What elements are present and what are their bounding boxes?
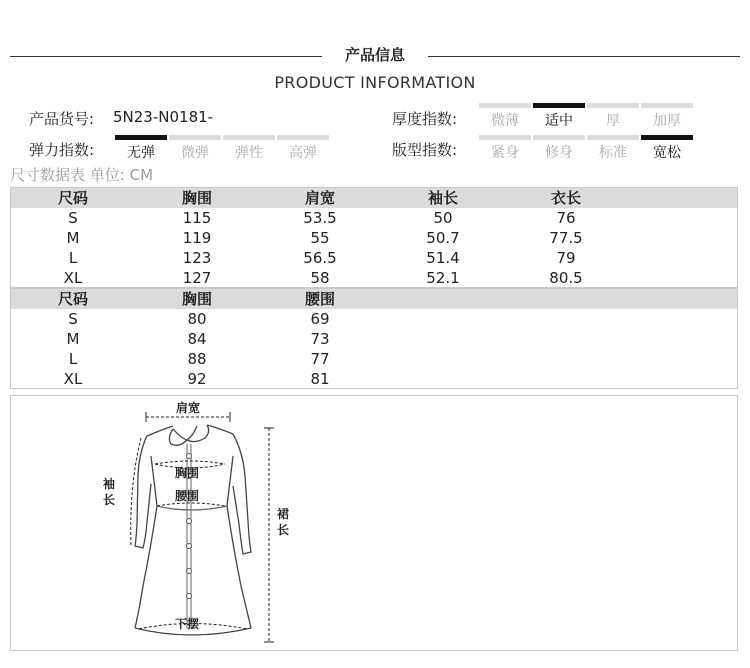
- table-cell: 81: [310, 370, 330, 388]
- table-cell: 52.1: [426, 269, 460, 287]
- table-cell: 119: [182, 229, 212, 247]
- table-cell: S: [68, 209, 78, 227]
- section-subtitle: PRODUCT INFORMATION: [274, 73, 476, 92]
- header-waist: 腰围: [304, 290, 335, 308]
- table-cell: 51.4: [426, 249, 460, 267]
- size-table-bottom: [10, 288, 738, 389]
- header-rule-right: [428, 56, 740, 57]
- table-cell: 115: [182, 209, 212, 227]
- table-cell: 80.5: [549, 269, 583, 287]
- header-rule-left: [10, 56, 322, 57]
- table-row: [11, 369, 737, 389]
- elasticity-option-slight: 微弹: [169, 135, 221, 163]
- table-cell: 69: [310, 310, 330, 328]
- table-row: [11, 349, 737, 369]
- sleeve-length-label: 袖长: [103, 477, 116, 507]
- dress-illustration: [11, 396, 737, 650]
- table-cell: 50: [433, 209, 453, 227]
- dress-length-label: 裙长: [277, 507, 290, 537]
- table-cell: S: [68, 310, 78, 328]
- table-cell: 77.5: [549, 229, 583, 247]
- size-table-caption: 尺寸数据表 单位: CM: [10, 166, 154, 184]
- table-cell: M: [66, 330, 80, 348]
- table-cell: 77: [310, 350, 330, 368]
- header-length: 衣长: [550, 189, 581, 207]
- fit-option-standard: 标准: [587, 135, 639, 163]
- fit-option-loose: 宽松: [641, 135, 693, 163]
- table-cell: 76: [556, 209, 576, 227]
- table-cell: 73: [310, 330, 330, 348]
- table-cell: 79: [556, 249, 576, 267]
- sku-value: 5N23-N0181-: [113, 108, 214, 126]
- button-icon: [187, 454, 192, 459]
- button-icon: [187, 594, 192, 599]
- elasticity-label: 弹力指数:: [29, 141, 95, 159]
- table-cell: 123: [182, 249, 212, 267]
- header-size: 尺码: [57, 189, 88, 207]
- waist-label: 腰围: [174, 489, 200, 503]
- thickness-option-medium: 适中: [533, 103, 585, 131]
- table-cell: XL: [63, 370, 83, 388]
- header-size: 尺码: [57, 290, 88, 308]
- hem-label: 下摆: [174, 617, 200, 631]
- thickness-label: 厚度指数:: [392, 110, 458, 128]
- fit-option-slim: 修身: [533, 135, 585, 163]
- table-header-row: [11, 188, 737, 208]
- table-row: [11, 268, 737, 288]
- header-sleeve: 袖长: [427, 189, 458, 207]
- chest-label: 胸围: [174, 466, 200, 480]
- header-shoulder: 肩宽: [304, 189, 335, 207]
- header-chest: 胸围: [181, 290, 212, 308]
- table-cell: XL: [63, 269, 83, 287]
- table-header-row: [11, 289, 737, 309]
- fit-label: 版型指数:: [392, 141, 458, 159]
- thickness-option-thick: 厚: [587, 103, 639, 131]
- table-cell: 56.5: [303, 249, 337, 267]
- table-cell: L: [68, 350, 78, 368]
- table-cell: L: [68, 249, 78, 267]
- table-cell: 127: [182, 269, 212, 287]
- button-icon: [187, 569, 192, 574]
- table-row: [11, 228, 737, 248]
- button-icon: [187, 544, 192, 549]
- elasticity-option-elastic: 弹性: [223, 135, 275, 163]
- table-cell: 92: [187, 370, 207, 388]
- button-icon: [187, 519, 192, 524]
- section-title: 产品信息: [344, 46, 405, 64]
- table-cell: 50.7: [426, 229, 460, 247]
- table-cell: 55: [310, 229, 330, 247]
- table-row: [11, 309, 737, 329]
- measurement-diagram: [10, 395, 738, 651]
- table-cell: 53.5: [303, 209, 337, 227]
- thickness-option-extra-thick: 加厚: [641, 103, 693, 131]
- fit-option-tight: 紧身: [479, 135, 531, 163]
- thickness-option-thin: 微薄: [479, 103, 531, 131]
- elasticity-option-high: 高弹: [277, 135, 329, 163]
- table-cell: 84: [187, 330, 207, 348]
- table-cell: M: [66, 229, 80, 247]
- table-cell: 80: [187, 310, 207, 328]
- table-cell: 88: [187, 350, 207, 368]
- table-cell: 58: [310, 269, 330, 287]
- size-table-top: [10, 187, 738, 288]
- elasticity-option-none: 无弹: [115, 135, 167, 163]
- shoulder-width-label: 肩宽: [175, 401, 201, 415]
- header-chest: 胸围: [181, 189, 212, 207]
- sku-label: 产品货号:: [29, 110, 95, 128]
- table-row: [11, 248, 737, 268]
- table-row: [11, 208, 737, 228]
- table-row: [11, 329, 737, 349]
